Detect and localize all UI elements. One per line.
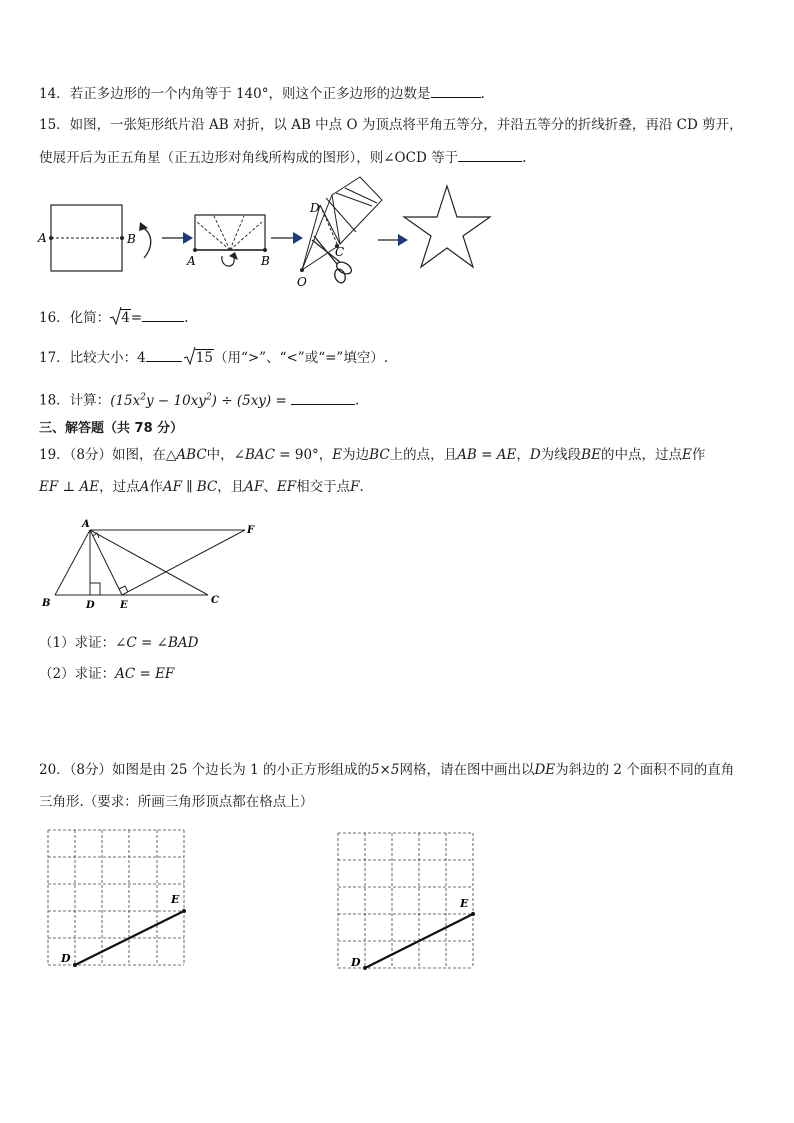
label-c: C bbox=[335, 245, 345, 259]
question-20-line2: 三角形.（要求：所画三角形顶点都在格点上） bbox=[39, 794, 314, 810]
label-f: F bbox=[247, 525, 255, 536]
grid2-label-e: E bbox=[460, 897, 469, 910]
question-15-line2: 使展开后为正五角星（正五边形对角线所构成的图形），则∠OCD 等于 . bbox=[39, 147, 526, 167]
label-e: E bbox=[120, 600, 128, 611]
question-15-line1: 15．如图，一张矩形纸片沿 AB 对折，以 AB 中点 O 为顶点将平角五等分，并沿五等分的折线折叠，再沿 CD 剪开， bbox=[39, 117, 743, 133]
q19-sub2: （2）求证：AC = EF bbox=[39, 666, 175, 682]
section-title: 三、解答题（共 78 分） bbox=[39, 421, 184, 436]
label-d: D bbox=[86, 600, 95, 611]
question-19-line1: 19．（8分）如图，在△ABC中，∠BAC = 90°，E为边BC上的点，且AB = AE，D为线段BE的中点，过点E作 bbox=[39, 447, 706, 463]
question-14: 14．若正多边形的一个内角等于 140°，则这个正多边形的边数是 . bbox=[39, 83, 485, 103]
q18-expression: $(15x^2y - 10xy^2) \div (5xy)$ = bbox=[110, 392, 287, 409]
label-a: A bbox=[82, 519, 90, 530]
label-c: C bbox=[211, 595, 219, 606]
q14-text: 14．若正多边形的一个内角等于 140°，则这个正多边形的边数是 bbox=[39, 86, 431, 102]
grid1-label-e: E bbox=[171, 893, 180, 906]
label-d: D bbox=[310, 201, 320, 215]
q19-sub1: （1）求证：∠C = ∠BAD bbox=[39, 635, 199, 651]
grid-1 bbox=[48, 830, 186, 967]
grid-2 bbox=[338, 833, 475, 970]
grid2-label-d: D bbox=[351, 956, 361, 969]
sqrt-expression: 4 bbox=[110, 309, 131, 327]
question-17: 17．比较大小：4 15（用“>”、“<”或“=”填空）. bbox=[39, 347, 388, 367]
label-a2: A bbox=[187, 254, 196, 268]
question-18: 18．计算：$(15x^2y - 10xy^2) \div (5xy)$ = . bbox=[39, 388, 359, 410]
label-a1: A bbox=[38, 231, 47, 245]
question-19-line2: EF ⊥ AE，过点A作AF ∥ BC，且AF、EF相交于点F. bbox=[39, 479, 364, 495]
label-o: O bbox=[297, 275, 307, 289]
question-20-line1: 20．（8分）如图是由 25 个边长为 1 的小正方形组成的5×5网格，请在图中画出以DE为斜边的 2 个面积不同的直角 bbox=[39, 762, 735, 778]
grid1-label-d: D bbox=[61, 952, 71, 965]
label-b: B bbox=[42, 598, 51, 609]
label-b2: B bbox=[261, 254, 270, 268]
segment-de-1 bbox=[75, 911, 184, 965]
sqrt-expression: 15 bbox=[184, 349, 214, 367]
question-16: 16．化简： 4= . bbox=[39, 307, 188, 327]
label-b1: B bbox=[127, 232, 136, 246]
